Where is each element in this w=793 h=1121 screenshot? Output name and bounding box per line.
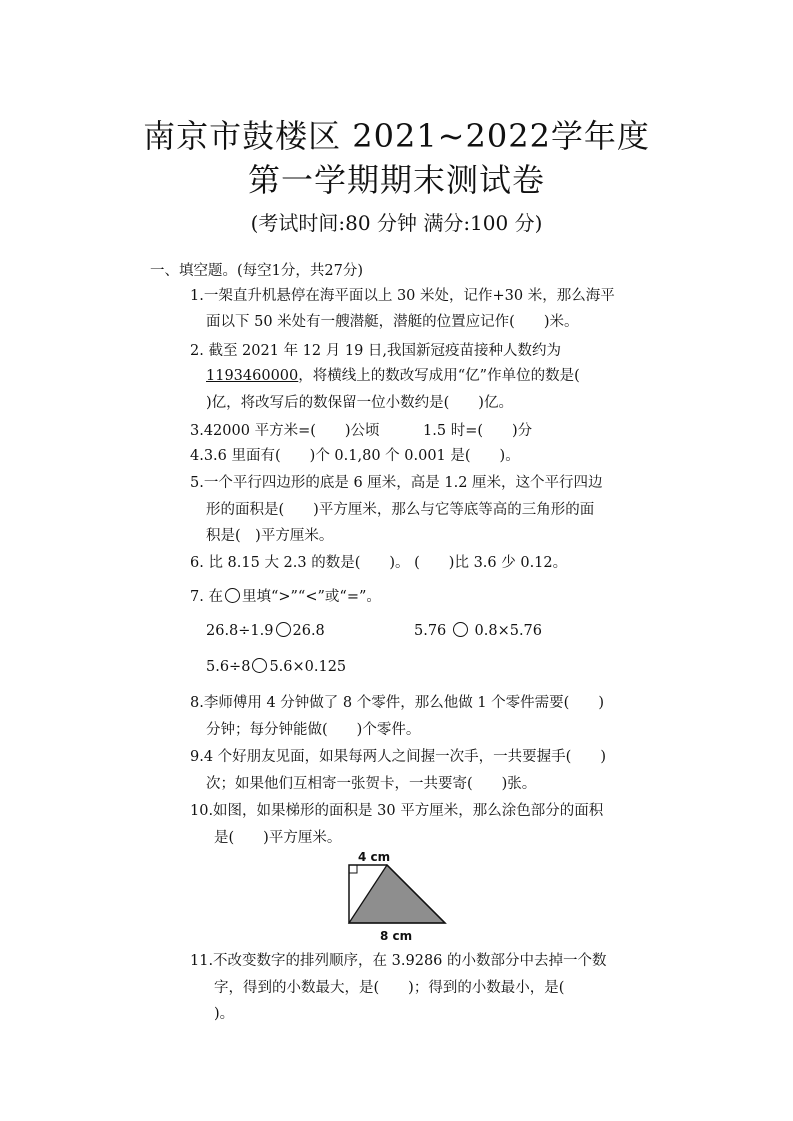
q7-instruction [190, 586, 381, 608]
q10-line1: 10.如图，如果梯形的面积是 30 平方厘米，那么涂色部分的面积 [190, 803, 604, 819]
circle-icon [225, 588, 240, 603]
q11-line1: 11.不改变数字的排列顺序，在 3.9286 的小数部分中去掉一个数 [190, 953, 607, 969]
q7-compare-1 [206, 620, 325, 642]
q10-line2: 是( )平方厘米。 [214, 830, 342, 846]
q1-line1: 1.一架直升机悬停在海平面以上 30 米处，记作+30 米，那么海平 [190, 288, 615, 304]
q11-line2: 字，得到的小数最大，是( )；得到的小数最小，是( [214, 980, 565, 996]
compare-3-left: 5.6÷8 [206, 659, 251, 675]
page-title-line2: 第一学期期末测试卷 [247, 161, 545, 199]
right-angle-mark [349, 865, 357, 873]
compare-circle-icon[interactable] [453, 622, 468, 637]
q9-line1: 9.4 个好朋友见面，如果每两人之间握一次手，一共要握手( ) [190, 749, 606, 765]
q8-line2: 分钟；每分钟能做( )个零件。 [206, 722, 421, 738]
q7-compare-2 [414, 620, 542, 642]
q7-prefix: 7. 在 [190, 589, 223, 605]
compare-circle-icon[interactable] [252, 658, 267, 673]
compare-1-left: 26.8÷1.9 [206, 623, 274, 639]
section-heading: 一、填空题。(每空1分，共27分) [150, 263, 363, 279]
q7-suffix: 里填“>”“<”或“=”。 [241, 589, 381, 605]
figure-bottom-label: 8 cm [380, 929, 413, 943]
q5-line1: 5.一个平行四边形的底是 6 厘米，高是 1.2 厘米，这个平行四边 [190, 475, 603, 491]
page-title-line1: 南京市鼓楼区 2021~2022学年度 [143, 117, 650, 155]
q2-line1: 2. 截至 2021 年 12 月 19 日,我国新冠疫苗接种人数约为 [190, 343, 562, 359]
shaded-triangle [349, 865, 445, 923]
q2-line2-rest: ，将横线上的数改写成用“亿”作单位的数是( [298, 368, 580, 384]
question-6: 6. 比 8.15 大 2.3 的数是( )。 ( )比 3.6 少 0.12。 [190, 555, 568, 571]
compare-3-right: 5.6×0.125 [269, 659, 347, 675]
q5-line3: 积是( )平方厘米。 [206, 528, 334, 544]
question-4: 4.3.6 里面有( )个 0.1,80 个 0.001 是( )。 [190, 448, 520, 464]
q1-line2: 面以下 50 米处有一艘潜艇，潜艇的位置应记作( )米。 [206, 314, 579, 330]
exam-info: (考试时间:80 分钟 满分:100 分) [250, 211, 543, 235]
question-3: 3.42000 平方米=( )公顷 1.5 时=( )分 [190, 423, 533, 439]
compare-1-right: 26.8 [292, 623, 325, 639]
figure-top-label: 4 cm [358, 850, 391, 864]
compare-circle-icon[interactable] [276, 622, 291, 637]
q2-line3: )亿，将改写后的数保留一位小数约是( )亿。 [206, 395, 513, 411]
q9-line2: 次；如果他们互相寄一张贺卡，一共要寄( )张。 [206, 776, 537, 792]
q2-line2 [206, 365, 580, 387]
q8-line1: 8.李师傅用 4 分钟做了 8 个零件，那么他做 1 个零件需要( ) [190, 695, 604, 711]
q5-line2: 形的面积是( )平方厘米，那么与它等底等高的三角形的面 [206, 502, 595, 518]
compare-2-right: 0.8×5.76 [474, 623, 543, 639]
q7-compare-3 [206, 656, 346, 678]
q11-line3: )。 [214, 1006, 235, 1022]
q2-underlined-number: 1193460000 [206, 368, 299, 384]
trapezoid-figure [345, 862, 450, 930]
compare-2-left: 5.76 [414, 623, 447, 639]
